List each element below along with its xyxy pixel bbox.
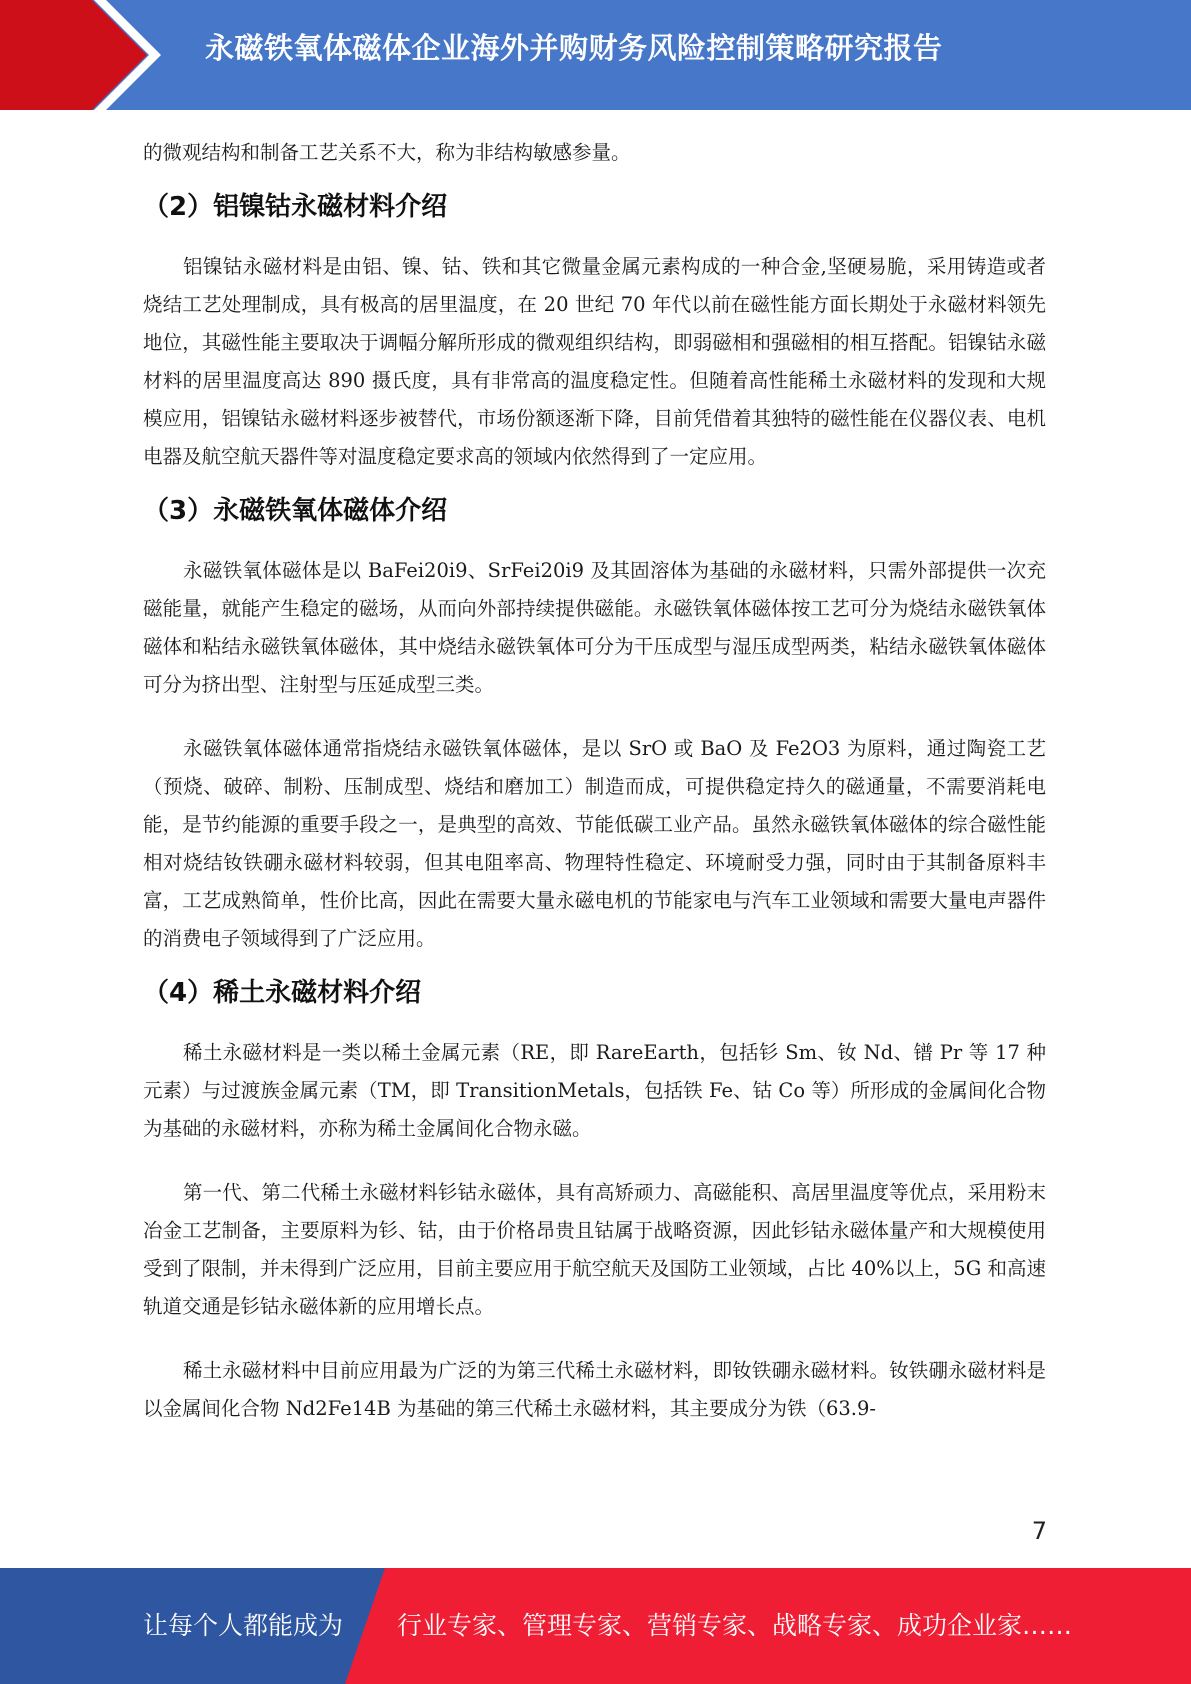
paragraph-rare-earth-1: 稀土永磁材料是一类以稀土金属元素（RE，即 RareEarth，包括钐 Sm、钕 Nd、镨 Pr 等 17 种元素）与过渡族金属元素（TM，即 TransitionMetals，包括铁 Fe、钴 Co 等）所形成的金属间化合物为基础的永磁材料，亦称为稀土金属间化合物永磁。 [143, 1041, 1046, 1140]
section-heading-alnico: （2）铝镍钴永磁材料介绍 [143, 192, 448, 222]
paragraph-rare-earth-2: 第一代、第二代稀土永磁材料钐钴永磁体，具有高矫顽力、高磁能积、高居里温度等优点，采用粉末冶金工艺制备，主要原料为钐、钴，由于价格昂贵且钴属于战略资源，因此钐钴永磁体量产和大规模使用受到了限制，并未得到广泛应用，目前主要应用于航空航天及国防工业领域，占比 40%以上，5G 和高速轨道交通是钐钴永磁体新的应用增长点。 [143, 1181, 1046, 1318]
section-heading-rare-earth: （4）稀土永磁材料介绍 [143, 978, 422, 1008]
footer-slogan-right: 行业专家、管理专家、营销专家、战略专家、成功企业家…… [397, 1611, 1073, 1640]
header-chevron-icon [70, 0, 220, 110]
section-heading-ferrite: （3）永磁铁氧体磁体介绍 [143, 496, 448, 526]
paragraph-alnico: 铝镍钴永磁材料是由铝、镍、钴、铁和其它微量金属元素构成的一种合金,坚硬易脆，采用铸造或者烧结工艺处理制成，具有极高的居里温度，在 20 世纪 70 年代以前在磁性能方面长期处于永磁材料领先地位，其磁性能主要取决于调幅分解所形成的微观组织结构，即弱磁相和强磁相的相互搭配。铝镍钴永磁材料的居里温度高达 890 摄氏度，具有非常高的温度稳定性。但随着高性能稀土永磁材料的发现和大规模应用，铝镍钴永磁材料逐步被替代，市场份额逐渐下降，目前凭借着其独特的磁性能在仪器仪表、电机电器及航空航天器件等对温度稳定要求高的领域内依然得到了一定应用。 [143, 255, 1046, 468]
report-title: 永磁铁氧体磁体企业海外并购财务风险控制策略研究报告 [205, 31, 943, 65]
document-body [143, 134, 1046, 1428]
paragraph-rare-earth-3: 稀土永磁材料中目前应用最为广泛的为第三代稀土永磁材料，即钕铁硼永磁材料。钕铁硼永磁材料是以金属间化合物 Nd2Fe14B 为基础的第三代稀土永磁材料，其主要成分为铁（63.9- [143, 1359, 1046, 1420]
header-red-block [0, 0, 70, 110]
paragraph-ferrite-1: 永磁铁氧体磁体是以 BaFei20i9、SrFei20i9 及其固溶体为基础的永磁材料，只需外部提供一次充磁能量，就能产生稳定的磁场，从而向外部持续提供磁能。永磁铁氧体磁体按工艺可分为烧结永磁铁氧体磁体和粘结永磁铁氧体磁体，其中烧结永磁铁氧体可分为干压成型与湿压成型两类，粘结永磁铁氧体磁体可分为挤出型、注射型与压延成型三类。 [143, 559, 1046, 696]
page-number: 7 [1031, 1517, 1047, 1545]
footer-banner [0, 1568, 1191, 1684]
header-banner [0, 0, 1191, 110]
footer-slogan-left: 让每个人都能成为 [143, 1611, 344, 1640]
paragraph-ferrite-2: 永磁铁氧体磁体通常指烧结永磁铁氧体磁体，是以 SrO 或 BaO 及 Fe2O3 为原料，通过陶瓷工艺（预烧、破碎、制粉、压制成型、烧结和磨加工）制造而成，可提供稳定持久的磁通量，不需要消耗电能，是节约能源的重要手段之一，是典型的高效、节能低碳工业产品。虽然永磁铁氧体磁体的综合磁性能相对烧结钕铁硼永磁材料较弱，但其电阻率高、物理特性稳定、环境耐受力强，同时由于其制备原料丰富，工艺成熟简单，性价比高，因此在需要大量永磁电机的节能家电与汽车工业领域和需要大量电声器件的消费电子领域得到了广泛应用。 [143, 737, 1046, 950]
paragraph-continued: 的微观结构和制备工艺关系不大，称为非结构敏感参量。 [143, 141, 631, 164]
